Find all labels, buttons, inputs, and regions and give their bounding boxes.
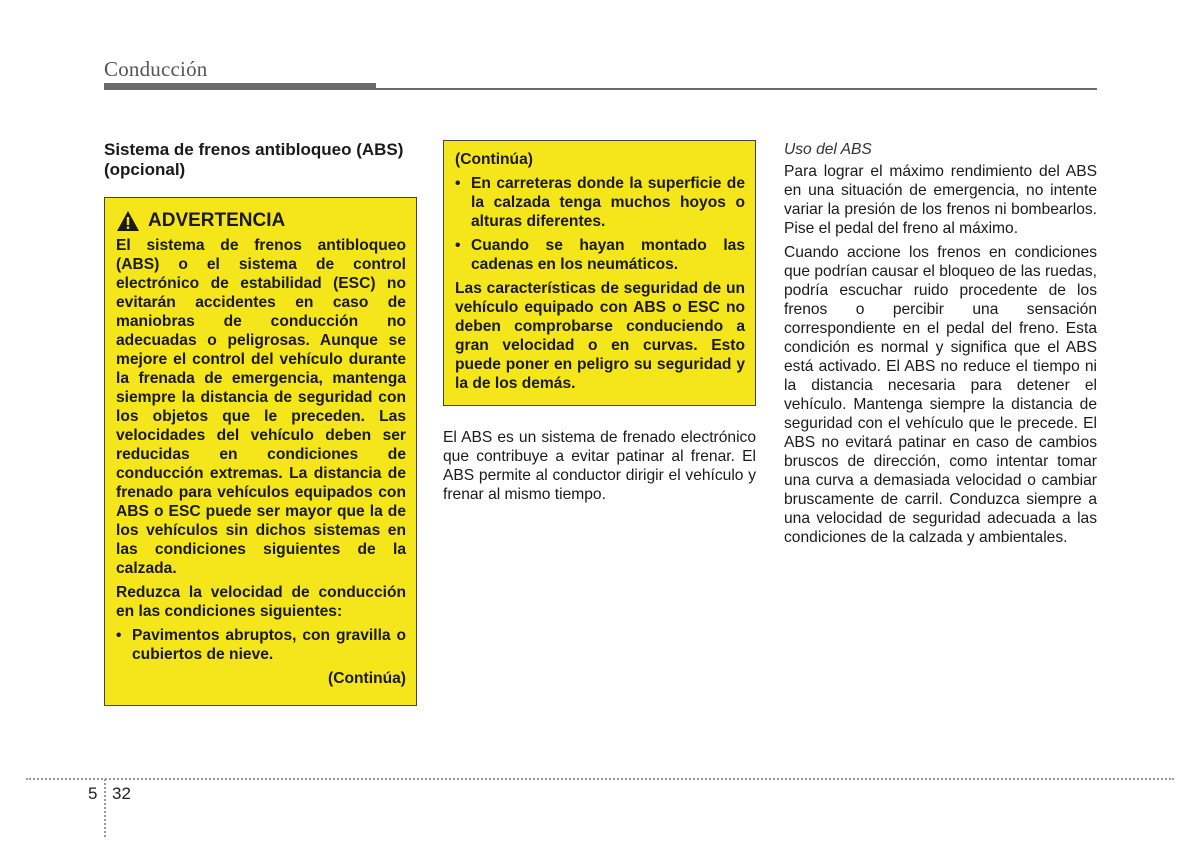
warning-bullet-item bbox=[116, 626, 406, 664]
continua-label: (Continúa) bbox=[455, 151, 533, 168]
bullet-dot: • bbox=[116, 627, 122, 644]
header-rule-thick bbox=[104, 83, 376, 90]
warning-box-continued bbox=[443, 140, 756, 406]
warning-paragraph: Las características de seguridad de un vehículo equipado con ABS o ESC no deben comprobarse conduciendo a gran velocidad o en curvas. Esto puede poner en peligro su seguridad y la de los demás. bbox=[455, 280, 745, 392]
header-rule-thin bbox=[376, 88, 1097, 90]
warning-title-row bbox=[116, 210, 406, 232]
bullet-text: Cuando se hayan montado las cadenas en los neumáticos. bbox=[471, 237, 745, 273]
continua-label: (Continúa) bbox=[328, 670, 406, 687]
subheading: Uso del ABS bbox=[784, 141, 872, 158]
warning-paragraph: El sistema de frenos antibloqueo (ABS) o el sistema de control electrónico de estabilidad (ESC) no evitarán accidentes en caso de maniobras de conducción no adecuadas o peligrosas. Aunque se mejore el control del vehículo durante la frenada de emergencia, mantenga siempre la distancia de seguridad con los objetos que le preceden. Las velocidades del vehículo deben ser reducidas en condiciones de conducción extremas. La distancia de frenado para vehículos equipados con ABS o ESC puede ser mayor que la de los vehículos sin dichos sistemas en las condiciones siguientes de la calzada. bbox=[116, 237, 406, 577]
body-paragraph: Para lograr el máximo rendimiento del ABS en una situación de emergencia, no intente variar la presión de los frenos ni bombearlos. Pise el pedal del freno al máximo. bbox=[784, 163, 1097, 237]
body-paragraph: Cuando accione los frenos en condiciones que podrían causar el bloqueo de las ruedas, podría escuchar ruido procedente de los frenos o percibir una sensación correspondiente en el pedal del freno. Esta condición es normal y significa que el ABS está activado. El ABS no reduce el tiempo ni la distancia necesaria para detener el vehículo. Mantenga siempre la distancia de seguridad con el vehículo que le precede. El ABS no evitará patinar en caso de cambios bruscos de dirección, como intentar tomar una curva a demasiada velocidad o cambiar bruscamente de carril. Conduzca siempre a una velocidad de seguridad adecuada a las condiciones de la calzada y ambientales. bbox=[784, 244, 1097, 546]
body-paragraph: El ABS es un sistema de frenado electrónico que contribuye a evitar patinar al frenar. El ABS permite al conductor dirigir el vehículo y frenar al mismo tiempo. bbox=[443, 429, 756, 503]
footer-dotted-divider bbox=[104, 779, 106, 837]
warning-bullet-item bbox=[455, 174, 745, 231]
footer-dotted-rule bbox=[26, 778, 1174, 780]
column-right bbox=[784, 140, 1097, 552]
bullet-text: Pavimentos abruptos, con gravilla o cubiertos de nieve. bbox=[132, 627, 406, 663]
bullet-dot: • bbox=[455, 237, 461, 254]
warning-triangle-icon bbox=[116, 210, 140, 232]
warning-box bbox=[104, 197, 417, 706]
chapter-number: 5 bbox=[88, 784, 98, 803]
column-middle bbox=[443, 140, 756, 509]
page-number: 32 bbox=[112, 784, 131, 803]
warning-title: ADVERTENCIA bbox=[148, 210, 286, 231]
bullet-text: En carreteras donde la superficie de la calzada tenga muchos hoyos o alturas diferentes. bbox=[471, 175, 745, 230]
page-header-title: Conducción bbox=[104, 57, 208, 81]
warning-bullet-item bbox=[455, 236, 745, 274]
column-left bbox=[104, 140, 417, 706]
warning-paragraph: Reduzca la velocidad de conducción en las condiciones siguientes: bbox=[116, 584, 406, 620]
bullet-dot: • bbox=[455, 175, 461, 192]
section-heading: Sistema de frenos antibloqueo (ABS) (opcional) bbox=[104, 140, 404, 179]
